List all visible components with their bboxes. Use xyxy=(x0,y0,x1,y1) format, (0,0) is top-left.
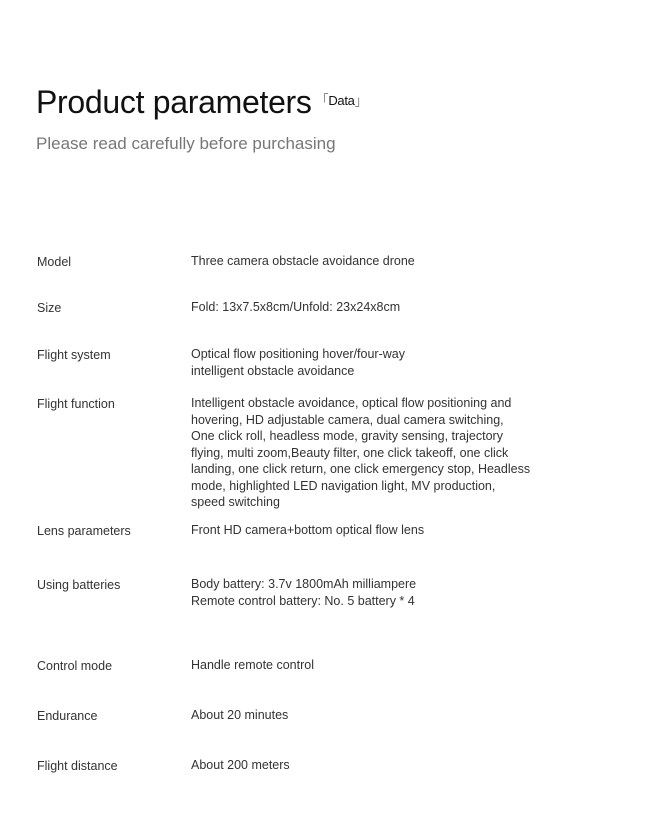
spec-line: Remote control battery: No. 5 battery * 4 xyxy=(191,593,415,608)
spec-label-size: Size xyxy=(37,301,62,315)
spec-line: speed switching xyxy=(191,495,280,509)
spec-value-model xyxy=(191,253,531,270)
spec-line: One click roll, headless mode, gravity sensing, trajectory xyxy=(191,429,503,443)
page-subtitle: Please read carefully before purchasing xyxy=(36,134,336,153)
spec-value-control-mode xyxy=(191,657,531,674)
spec-line: Fold: 13x7.5x8cm/Unfold: 23x24x8cm xyxy=(191,300,401,314)
spec-value-size xyxy=(191,299,531,316)
spec-value-flight-function xyxy=(191,395,531,511)
spec-value-using-batteries xyxy=(191,576,531,609)
spec-line: landing, one click return, one click emergency stop, Headless xyxy=(191,462,531,476)
spec-label-control-mode: Control mode xyxy=(37,659,113,673)
spec-value-flight-distance xyxy=(191,757,531,774)
spec-line: intelligent obstacle avoidance xyxy=(191,363,355,378)
spec-label-model: Model xyxy=(37,255,72,269)
spec-label-flight-distance: Flight distance xyxy=(37,759,118,773)
spec-line: Optical flow positioning hover/four-way xyxy=(191,347,405,361)
spec-line: Handle remote control xyxy=(191,658,314,672)
spec-line: About 200 meters xyxy=(191,758,290,772)
spec-label-lens-parameters: Lens parameters xyxy=(37,524,131,538)
title-tag: 「Data」 xyxy=(315,93,368,108)
spec-line: Three camera obstacle avoidance drone xyxy=(191,254,415,268)
spec-value-flight-system xyxy=(191,346,531,379)
spec-line: Body battery: 3.7v 1800mAh milliampere xyxy=(191,577,417,591)
spec-line: hovering, HD adjustable camera, dual camera switching, xyxy=(191,412,504,427)
spec-value-endurance xyxy=(191,707,531,724)
spec-label-flight-function: Flight function xyxy=(37,397,115,411)
spec-line: Front HD camera+bottom optical flow lens xyxy=(191,523,425,537)
spec-line: About 20 minutes xyxy=(191,708,289,722)
spec-line: mode, highlighted LED navigation light, MV production, xyxy=(191,478,496,493)
spec-value-lens-parameters xyxy=(191,522,531,539)
spec-line: Intelligent obstacle avoidance, optical flow positioning and xyxy=(191,396,512,410)
page-title xyxy=(36,84,367,121)
spec-label-using-batteries: Using batteries xyxy=(37,578,121,592)
spec-label-endurance: Endurance xyxy=(37,709,98,723)
page-title-text: Product parameters xyxy=(36,84,312,120)
spec-label-flight-system: Flight system xyxy=(37,348,111,362)
spec-line: flying, multi zoom,Beauty filter, one click takeoff, one click xyxy=(191,445,509,460)
